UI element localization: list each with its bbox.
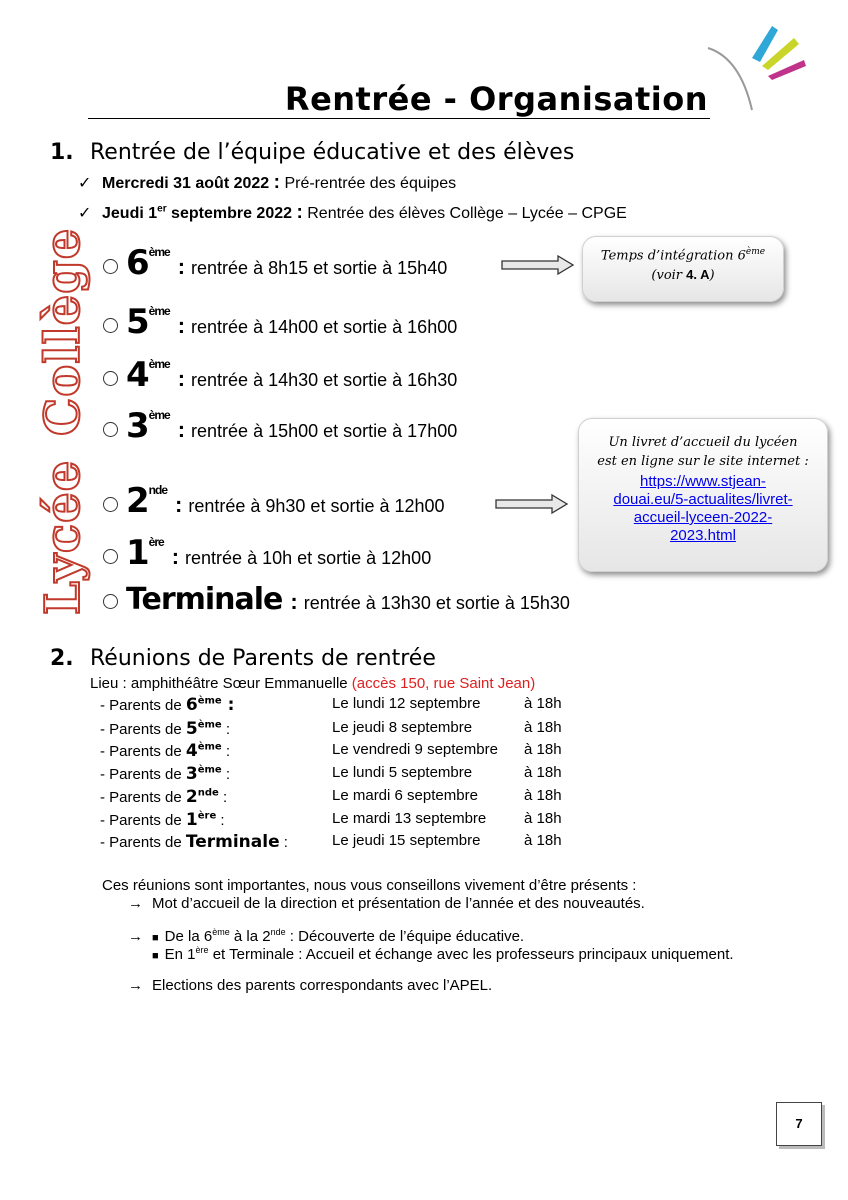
arrow-bullet-icon: → <box>128 928 143 945</box>
meeting-level-sup: ème <box>197 719 222 731</box>
arrow-bullet-icon: → <box>128 895 143 912</box>
schedule-level-sup: nde <box>148 482 168 497</box>
point-echange <box>152 945 734 963</box>
meeting-time: à 18h <box>524 764 562 781</box>
bullet-circle-icon <box>103 259 118 274</box>
note1-line1-text: Temps d’intégration 6 <box>600 248 746 264</box>
meeting-level-sup: ème <box>197 695 222 707</box>
schedule-level: 1 <box>126 533 149 573</box>
meeting-time: à 18h <box>524 832 562 849</box>
meeting-suffix: : <box>279 834 288 851</box>
bullet-circle-icon <box>103 497 118 512</box>
link-line-2: douai.eu/5-actualites/livret- <box>613 491 793 508</box>
check1-date: Mercredi 31 août 2022 <box>102 175 270 192</box>
point2a-text2: à la 2 <box>229 928 271 945</box>
check2-sup: er <box>157 203 167 215</box>
schedule-row-1ere: 1ère: rentrée à 10h et sortie à 12h00 <box>103 533 431 573</box>
section1-number: 1. <box>50 140 74 165</box>
point2b-text1: En 1 <box>164 946 196 963</box>
link-line-1: https://www.stjean- <box>640 473 766 490</box>
section2-heading <box>50 646 436 671</box>
schedule-text: rentrée à 13h30 et sortie à 15h30 <box>303 593 570 613</box>
schedule-level: 6 <box>126 243 149 283</box>
schedule-row-2nde: 2nde: rentrée à 9h30 et sortie à 12h00 <box>103 481 445 521</box>
meeting-prefix: - Parents de <box>100 743 186 760</box>
bullet-circle-icon <box>103 371 118 386</box>
schedule-level: 3 <box>126 406 149 446</box>
schedule-text: rentrée à 15h00 et sortie à 17h00 <box>191 421 458 441</box>
note2-line2: est en ligne sur le site internet : <box>597 454 809 469</box>
meeting-suffix: : <box>221 743 231 760</box>
meeting-suffix: : <box>216 812 225 829</box>
link-line-4: 2023.html <box>670 527 736 544</box>
schedule-row-5eme: 5ème: rentrée à 14h00 et sortie à 16h00 <box>103 302 457 342</box>
note1-line2-a: (voir <box>651 268 687 284</box>
point2a-text3: : Découverte de l’équipe éducative. <box>285 928 525 945</box>
meeting-suffix: : <box>221 766 231 783</box>
schedule-level-sup: ème <box>148 356 170 371</box>
checklist-item-rentree: ✓ Jeudi 1er septembre 2022 : Rentrée des élèves Collège – Lycée – CPGE <box>78 202 627 223</box>
meeting-prefix: - Parents de <box>100 721 186 738</box>
meeting-level: Terminale <box>185 832 280 852</box>
schedule-row-terminale: Terminale : rentrée à 13h30 et sortie à 15h30 <box>103 582 570 617</box>
note-livret-accueil <box>578 418 828 572</box>
meeting-level: 2 <box>185 787 198 807</box>
meeting-level-sup: ère <box>197 810 217 822</box>
meeting-level: 5 <box>185 719 198 739</box>
square-bullet-icon: ■ <box>152 932 159 944</box>
note1-line2 <box>583 267 783 283</box>
point-decouverte <box>128 927 524 945</box>
schedule-level: 4 <box>126 355 149 395</box>
schedule-text: rentrée à 8h15 et sortie à 15h40 <box>191 258 448 278</box>
link-line-3: accueil-lyceen-2022- <box>633 509 773 526</box>
arrow-right-icon <box>494 493 570 515</box>
schedule-level: 5 <box>126 302 149 342</box>
schedule-level-sup: ère <box>148 534 164 549</box>
schedule-row-3eme: 3ème: rentrée à 15h00 et sortie à 17h00 <box>103 406 457 446</box>
note1-line1-sup: ème <box>745 247 766 257</box>
note-integration-6eme <box>582 236 784 302</box>
schedule-level-sup: ème <box>148 407 170 422</box>
checkmark-icon: ✓ <box>78 205 92 222</box>
check2-text: Rentrée des élèves Collège – Lycée – CPGE <box>307 205 627 222</box>
livret-accueil-link[interactable] <box>579 473 827 545</box>
checkmark-icon: ✓ <box>78 175 92 192</box>
schedule-text: rentrée à 10h et sortie à 12h00 <box>185 548 432 568</box>
meeting-time: à 18h <box>524 741 562 758</box>
meeting-level: 6 <box>185 695 198 715</box>
section2-title: Réunions de Parents de rentrée <box>90 646 436 671</box>
meeting-date: Le jeudi 8 septembre <box>332 719 473 736</box>
point-elections <box>128 977 492 994</box>
meeting-time: à 18h <box>524 719 562 736</box>
meeting-level-sup: ème <box>197 741 222 753</box>
schedule-level: 2 <box>126 481 149 521</box>
meeting-prefix: - Parents de <box>100 812 186 829</box>
meeting-date: Le vendredi 9 septembre <box>332 741 498 758</box>
meeting-date: Le mardi 6 septembre <box>332 787 478 804</box>
page-title: Rentrée - Organisation <box>284 80 708 118</box>
point2a-sup1: ème <box>212 927 230 937</box>
bullet-circle-icon <box>103 318 118 333</box>
note1-line2-c: ) <box>709 268 715 284</box>
note1-line1 <box>583 247 783 263</box>
meeting-time: à 18h <box>524 695 562 712</box>
check2-date-a: Jeudi 1 <box>102 205 158 222</box>
check1-text: Pré-rentrée des équipes <box>284 175 457 192</box>
meetings-intro: Ces réunions sont importantes, nous vous conseillons vivement d’être présents : <box>102 877 637 894</box>
schedule-text: rentrée à 14h00 et sortie à 16h00 <box>191 317 458 337</box>
location-text: Lieu : amphithéâtre Sœur Emmanuelle <box>90 675 352 692</box>
meeting-prefix: - Parents de <box>100 789 186 806</box>
point2b-sup: ère <box>195 945 209 955</box>
schedule-level-sup: ème <box>148 244 170 259</box>
meeting-level: 3 <box>185 764 198 784</box>
note1-line2-b: 4. A <box>686 267 710 283</box>
note2-line1: Un livret d’accueil du lycéen <box>608 435 798 450</box>
meeting-prefix: - Parents de <box>100 834 186 851</box>
meeting-prefix: - Parents de <box>100 697 186 714</box>
bullet-circle-icon <box>103 549 118 564</box>
page-number: 7 <box>776 1102 822 1146</box>
point-accueil <box>128 895 645 912</box>
schedule-level: Terminale <box>126 582 283 617</box>
section2-number: 2. <box>50 646 74 671</box>
meeting-level: 1 <box>185 810 198 830</box>
checklist-item-prerentree: ✓ Mercredi 31 août 2022 : Pré-rentrée des équipes <box>78 172 457 193</box>
meeting-suffix: : <box>218 789 228 806</box>
meeting-time: à 18h <box>524 810 562 827</box>
meeting-date: Le lundi 12 septembre <box>332 695 481 712</box>
schedule-row-6eme: 6ème: rentrée à 8h15 et sortie à 15h40 <box>103 243 447 283</box>
check2-date-b: septembre 2022 <box>171 205 293 222</box>
arrow-right-icon <box>500 254 576 276</box>
meeting-level: 4 <box>185 741 198 761</box>
square-bullet-icon: ■ <box>152 950 159 962</box>
point3-text: Elections des parents correspondants avec l’APEL. <box>152 977 493 994</box>
schedule-text: rentrée à 9h30 et sortie à 12h00 <box>188 496 445 516</box>
location-access: (accès 150, rue Saint Jean) <box>351 675 536 692</box>
point2a-text1: De la 6 <box>164 928 213 945</box>
bullet-circle-icon <box>103 422 118 437</box>
meeting-level-sup: nde <box>197 787 219 799</box>
schedule-level-sup: ème <box>148 303 170 318</box>
arrow-bullet-icon: → <box>128 977 143 994</box>
meeting-date: Le jeudi 15 septembre <box>332 832 481 849</box>
section1-title: Rentrée de l’équipe éducative et des élèves <box>90 140 575 165</box>
title-divider <box>88 118 710 119</box>
point2b-text2: et Terminale : Accueil et échange avec les professeurs principaux uniquement. <box>208 946 734 963</box>
lycee-vertical-label: Lycée <box>35 459 91 615</box>
meeting-suffix: : <box>221 721 231 738</box>
schedule-text: rentrée à 14h30 et sortie à 16h30 <box>191 370 458 390</box>
meeting-level-sup: ème <box>197 764 222 776</box>
college-vertical-label: Collège <box>35 227 91 436</box>
meeting-time: à 18h <box>524 787 562 804</box>
point1-text: Mot d’accueil de la direction et présentation de l’année et des nouveautés. <box>152 895 645 912</box>
meeting-date: Le mardi 13 septembre <box>332 810 487 827</box>
meeting-location <box>90 675 535 692</box>
meeting-prefix: - Parents de <box>100 766 186 783</box>
bullet-circle-icon <box>103 594 118 609</box>
brand-logo <box>700 18 810 113</box>
schedule-row-4eme: 4ème: rentrée à 14h30 et sortie à 16h30 <box>103 355 457 395</box>
section1-heading <box>50 140 574 165</box>
point2a-sup2: nde <box>270 927 286 937</box>
meeting-date: Le lundi 5 septembre <box>332 764 473 781</box>
